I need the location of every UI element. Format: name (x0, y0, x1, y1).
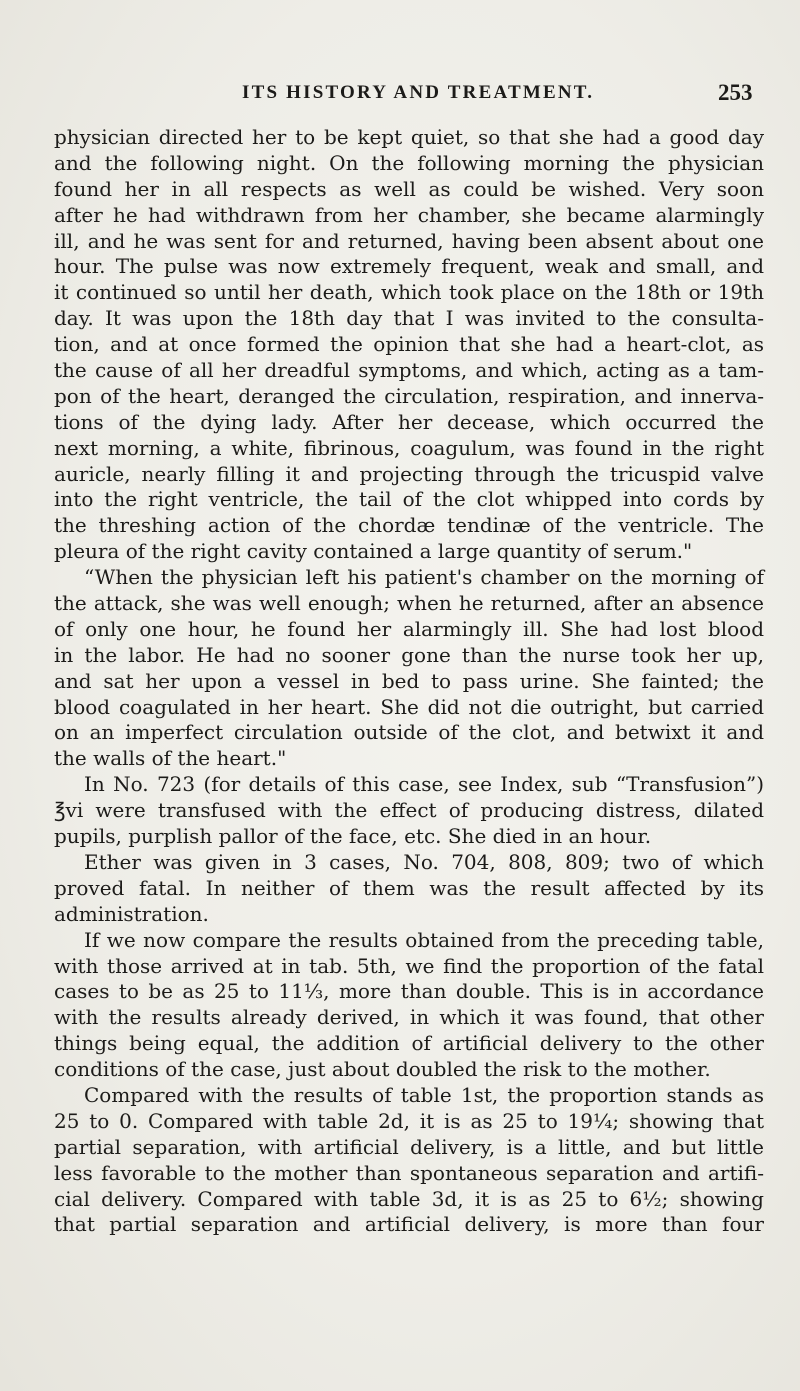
text-line: pupils, purplish pallor of the face, etc. She died in an hour. (54, 824, 652, 849)
text-line: and sat her upon a vessel in bed to pass urine. She fainted; the (54, 668, 764, 693)
text-line: 25 to 0. Compared with table 2d, it is as 25 to 19¼; showing that (54, 1108, 764, 1133)
text-line: things being equal, the addition of artificial delivery to the other (54, 1031, 764, 1056)
text-line: the cause of all her dreadful symptoms, and which, acting as a tam- (54, 358, 764, 383)
text-line: day. It was upon the 18th day that I was invited to the consulta- (54, 306, 764, 331)
text-line: conditions of the case, just about doubled the risk to the mother. (54, 1057, 711, 1082)
body-text (54, 125, 764, 1238)
text-line: In No. 723 (for details of this case, see Index, sub “Transfusion”) (84, 772, 764, 797)
text-line: auricle, nearly filling it and projecting through the tricuspid valve (54, 461, 764, 486)
text-line: hour. The pulse was now extremely frequent, weak and small, and (54, 254, 764, 279)
text-line: that partial separation and artificial delivery, is more than four (54, 1212, 764, 1237)
text-line: Compared with the results of table 1st, the proportion stands as (84, 1082, 764, 1107)
text-line: next morning, a white, fibrinous, coagulum, was found in the right (54, 435, 764, 460)
text-line: in the labor. He had no sooner gone than the nurse took her up, (54, 642, 764, 667)
text-line: ill, and he was sent for and returned, having been absent about one (54, 228, 764, 253)
text-line: into the right ventricle, the tail of the clot whipped into cords by (54, 487, 764, 512)
running-title: ITS HISTORY AND TREATMENT. (242, 82, 595, 103)
text-line: with the results already derived, in which it was found, that other (54, 1005, 764, 1030)
text-line: cial delivery. Compared with table 3d, it is as 25 to 6½; showing (54, 1186, 764, 1211)
text-line: physician directed her to be kept quiet, so that she had a good day (54, 125, 764, 149)
text-line: and the following night. On the following morning the physician (54, 150, 764, 175)
text-line: found her in all respects as well as could be wished. Very soon (54, 176, 764, 201)
text-line: tions of the dying lady. After her decease, which occurred the (54, 409, 764, 434)
text-line: after he had withdrawn from her chamber, she became alarmingly (54, 202, 764, 227)
text-line: of only one hour, he found her alarmingly ill. She had lost blood (54, 616, 764, 641)
text-line: partial separation, with artificial delivery, is a little, and but little (54, 1134, 764, 1159)
text-line: pon of the heart, deranged the circulation, respiration, and innerva- (54, 383, 764, 408)
text-line: cases to be as 25 to 11⅓, more than double. This is in accordance (54, 979, 764, 1004)
text-line: blood coagulated in her heart. She did not die outright, but carried (54, 694, 764, 719)
text-line: less favorable to the mother than spontaneous separation and artifi- (54, 1160, 764, 1185)
page-number: 253 (718, 80, 753, 105)
text-line: Ether was given in 3 cases, No. 704, 808, 809; two of which (84, 849, 764, 874)
text-line: with those arrived at in tab. 5th, we find the proportion of the fatal (54, 953, 764, 978)
text-line: the threshing action of the chordæ tendinæ of the ventricle. The (54, 513, 764, 538)
text-line: the attack, she was well enough; when he returned, after an absence (54, 591, 764, 616)
text-line: proved fatal. In neither of them was the result affected by its (54, 875, 764, 900)
text-line: tion, and at once formed the opinion that she had a heart-clot, as (54, 332, 764, 357)
text-line: pleura of the right cavity contained a large quantity of serum." (54, 539, 693, 564)
text-line: on an imperfect circulation outside of the clot, and betwixt it and (54, 720, 764, 745)
text-line: If we now compare the results obtained from the preceding table, (84, 927, 764, 952)
text-line: ℥vi were transfused with the effect of producing distress, dilated (54, 798, 764, 823)
text-line: it continued so until her death, which took place on the 18th or 19th (54, 280, 764, 305)
text-line: administration. (54, 901, 209, 926)
text-line: the walls of the heart." (54, 746, 287, 771)
text-line: “When the physician left his patient's chamber on the morning of (84, 565, 764, 590)
running-head (0, 82, 800, 112)
